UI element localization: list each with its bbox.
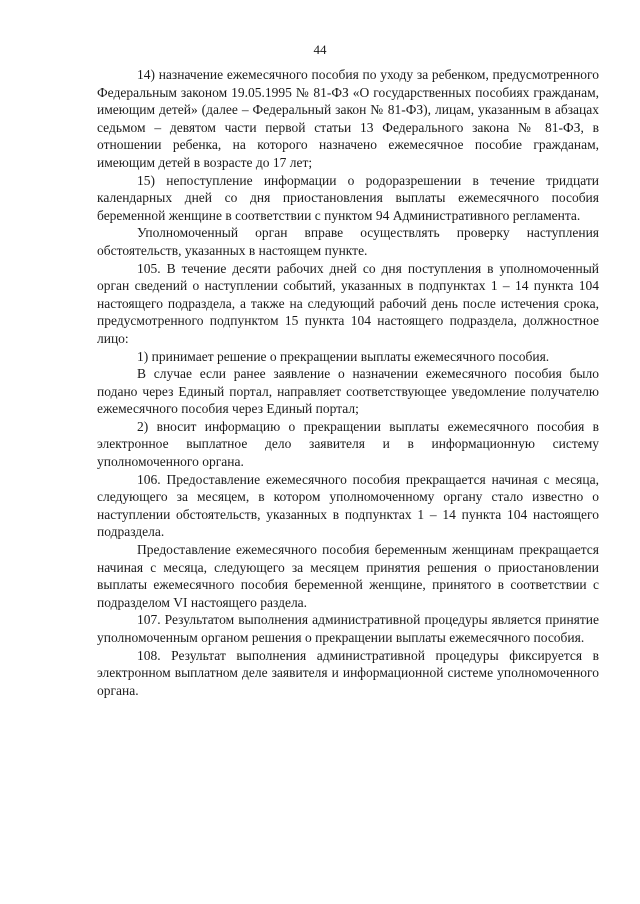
paragraph-106-pregnant: Предоставление ежемесячного пособия беременным женщинам прекращается начиная с месяца, следующего за месяцем принятия решения о приостановлении выплаты ежемесячного пособия беременной женщине, принятого в соответствии с подразделом VI настоящего раздела. bbox=[97, 542, 599, 610]
paragraph-verification-right: Уполномоченный орган вправе осуществлять проверку наступления обстоятельств, указанных в настоящем пункте. bbox=[97, 225, 599, 258]
paragraph-106: 106. Предоставление ежемесячного пособия прекращается начиная с месяца, следующего за месяцем, в котором уполномоченному органу стало известно о наступлении обстоятельств, указанных в подпунктах 1 – 14 пункта 104 настоящего подраздела. bbox=[97, 471, 599, 540]
document-body bbox=[97, 66, 599, 699]
paragraph-108: 108. Результат выполнения административной процедуры фиксируется в электронном выплатном деле заявителя и информационной системе уполномоченного органа. bbox=[97, 647, 599, 698]
paragraph-105-sub-1: 1) принимает решение о прекращении выплаты ежемесячного пособия. bbox=[137, 348, 550, 364]
paragraph-portal-notice: В случае если ранее заявление о назначении ежемесячного пособия было подано через Единый портал, направляет соответствующее уведомление получателю ежемесячного пособия через Единый портал; bbox=[97, 366, 599, 417]
paragraph-item-15: 15) непоступление информации о родоразрешении в течение тридцати календарных дней со дня приостановления выплаты ежемесячного пособия беременной женщине в соответствии с пунктом 94 Административного регламента. bbox=[97, 172, 599, 223]
page-number: 44 bbox=[313, 42, 327, 57]
paragraph-105-sub-2: 2) вносит информацию о прекращении выплаты ежемесячного пособия в электронное выплатное дело заявителя и в информационную систему уполномоченного органа. bbox=[97, 418, 599, 470]
paragraph-item-14: 14) назначение ежемесячного пособия по уходу за ребенком, предусмотренного Федеральным законом 19.05.1995 № 81-ФЗ «О государственных пособиях гражданам, имеющим детей» (далее – Федеральный закон № 81-ФЗ), лицам, указанным в абзацах седьмом – девятом части первой статьи 13 Федерального закона № 81-ФЗ, в отношении ребенка, на которого назначено ежемесячное пособие гражданам, имеющим детей в возрасте до 17 лет; bbox=[97, 67, 599, 170]
paragraph-107: 107. Результатом выполнения административной процедуры является принятие уполномоченным органом решения о прекращении выплаты ежемесячного пособия. bbox=[97, 612, 599, 645]
paragraph-105: 105. В течение десяти рабочих дней со дня поступления в уполномоченный орган сведений о наступлении событий, указанных в подпунктах 1 – 14 пункта 104 настоящего подраздела, а также на следующий рабочий день после истечения срока, предусмотренного подпунктом 15 пункта 104 настоящего подраздела, должностное лицо: bbox=[97, 260, 599, 346]
